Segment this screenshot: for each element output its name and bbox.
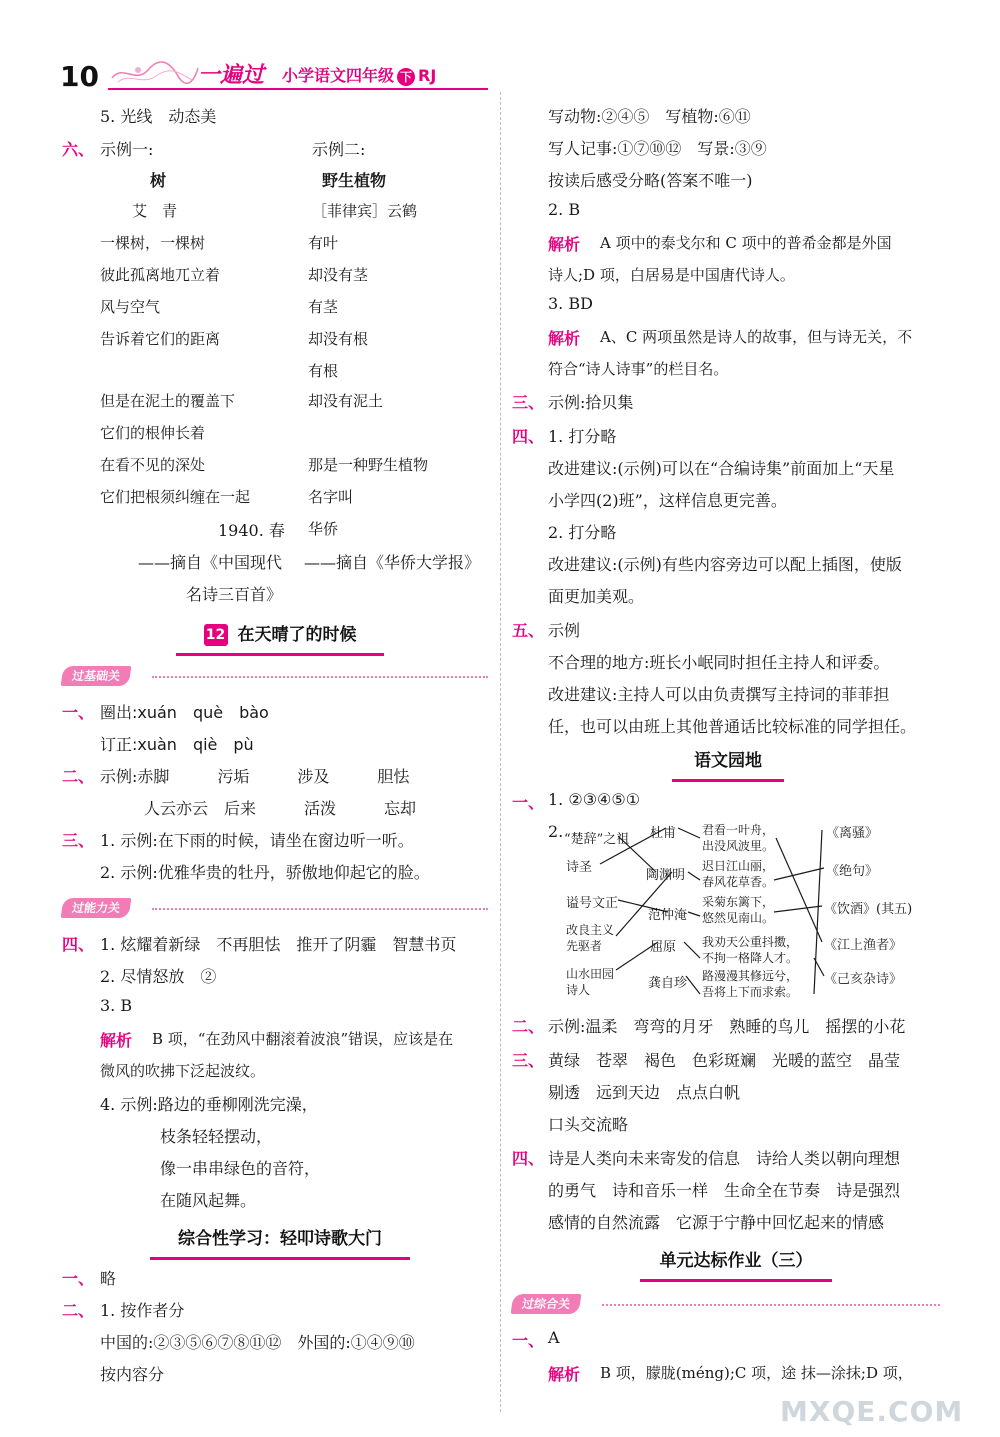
q2-line-1: 示例:赤脚 污垢 涉及 胆怯	[100, 767, 410, 786]
q4-line-7: 在随风起舞。	[160, 1191, 257, 1210]
y4-line-2: 的勇气 诗和音乐一样 生命全在节奏 诗是强烈	[548, 1181, 901, 1200]
q3-line-2: 2. 示例:优雅华贵的牡丹，骄傲地仰起它的脸。	[100, 863, 430, 882]
yuwen-garden-text: 语文园地	[694, 751, 762, 771]
watermark-text: MXQE.COM	[780, 1395, 964, 1428]
q3-number: 三、	[62, 831, 95, 850]
poem-1-line: 彼此孤离地兀立着	[100, 266, 221, 284]
q1-correct-answer: 订正:xuàn qiè pù	[100, 735, 254, 754]
poem-1-date: 1940. 春	[218, 521, 285, 540]
poem-2-source: ——摘自《华侨大学报》	[304, 553, 481, 572]
q4-line-4: 4. 示例:路边的垂柳刚洗完澡，	[100, 1095, 318, 1114]
y3-line-3: 口头交流略	[548, 1115, 629, 1134]
s4-line-6: 面更加美观。	[548, 587, 645, 606]
q4-line-3: 3. B	[100, 996, 133, 1015]
match-verse-2: 迟日江山丽， 春风花草香。	[702, 859, 775, 889]
poem-1-line: 它们把根须纠缠在一起	[100, 488, 251, 506]
grade-mark: 下	[397, 68, 415, 86]
y3-line-2: 剔透 远到天边 点点白帆	[548, 1083, 741, 1102]
y4-number: 四、	[512, 1149, 545, 1168]
z2-number: 二、	[62, 1301, 95, 1320]
s5-line-2: 不合理的地方:班长小岷同时担任主持人和评委。	[548, 653, 890, 672]
match-work-1: 《离骚》	[826, 826, 879, 841]
poem-2-line: 有叶	[308, 234, 339, 252]
s5-line-3: 改进建议:主持人可以由负责撰写主持词的菲菲担	[548, 685, 890, 704]
u1-answer: A	[548, 1328, 560, 1347]
z2-line-1: 1. 按作者分	[100, 1301, 185, 1320]
match-work-2: 《绝句》	[826, 864, 879, 879]
poem-1-source-cont: 名诗三百首》	[186, 585, 283, 604]
tag-basic	[62, 666, 488, 686]
q4-analysis-2: 微风的吹拂下泛起波纹。	[100, 1062, 266, 1080]
poem-2-line: 却没有根	[308, 330, 369, 348]
poem-2-author: ［菲律宾］云鹤	[312, 202, 418, 220]
y3-number: 三、	[512, 1051, 545, 1070]
z1-number: 一、	[62, 1269, 95, 1288]
right-line-1: 写动物:②④⑤ 写植物:⑥⑪	[548, 107, 751, 126]
title-underline	[672, 779, 784, 782]
q1-number: 一、	[62, 703, 95, 722]
lesson-12-title	[176, 618, 384, 652]
q2-line-2: 人云亦云 后来 活泼 忘却	[144, 799, 417, 818]
comprehensive-study-text: 综合性学习：轻叩诗歌大门	[178, 1229, 382, 1249]
q2-number: 二、	[62, 767, 95, 786]
poem-1-line: 告诉着它们的距离	[100, 330, 221, 348]
lesson-number-badge: 12	[204, 624, 228, 646]
u1-number: 一、	[512, 1331, 545, 1350]
y1-part-2-label: 2.	[548, 822, 564, 841]
match-work-4: 《江上渔者》	[824, 938, 903, 953]
tag-dotted-rule	[152, 908, 488, 910]
left-line-1: 5. 光线 动态美	[100, 107, 217, 126]
s5-line-4: 任，也可以由班上其他普通话比较标准的同学担任。	[548, 717, 917, 736]
unit-assignment-title	[640, 1244, 832, 1278]
right-analysis-2: 诗人;D 项，白居易是中国唐代诗人。	[548, 266, 795, 284]
q4-line-1: 1. 炫耀着新绿 不再胆怯 推开了阴霾 智慧书页	[100, 935, 457, 954]
match-work-3: 《饮酒》(其五)	[824, 902, 913, 917]
poem-1-line: 风与空气	[100, 298, 161, 316]
book-title	[282, 63, 436, 86]
poem-1-line: 在看不见的深处	[100, 456, 206, 474]
tag-ability-label: 过能力关	[61, 898, 132, 918]
y1-answer: 1. ②③④⑤①	[548, 790, 641, 809]
analysis-label: 解析	[548, 235, 581, 254]
right-line-3: 按读后感受分略(答案不唯一)	[548, 171, 753, 190]
title-underline	[640, 1279, 832, 1282]
poem-1-line: 但是在泥土的覆盖下	[100, 392, 236, 410]
match-poet-4: 屈原	[650, 940, 677, 955]
match-poet-2: 陶渊明	[646, 868, 686, 883]
tag-basic-label: 过基础关	[61, 666, 132, 686]
y1-number: 一、	[512, 793, 545, 812]
example-2-label: 示例二:	[312, 140, 366, 159]
poem-2-line: 却没有茎	[308, 266, 369, 284]
right-analysis-3: A、C 两项虽然是诗人的故事，但与诗无关，不	[600, 328, 913, 346]
title-underline	[176, 653, 384, 656]
match-verse-1: 君看一叶舟， 出没风波里。	[702, 823, 775, 853]
match-left-1: “楚辞”之祖	[564, 832, 630, 847]
u1-analysis: B 项，朦胧(méng);C 项，途 抹—涂抹;D 项，	[600, 1364, 913, 1382]
q4-number: 四、	[62, 935, 95, 954]
example-1-label: 示例一:	[100, 140, 154, 159]
s5-number: 五、	[512, 621, 545, 640]
tag-dotted-rule	[152, 676, 488, 678]
section-6-number: 六、	[62, 140, 95, 159]
right-analysis-1: A 项中的泰戈尔和 C 项中的普希金都是外国	[600, 234, 892, 252]
match-verse-4: 我劝天公重抖擞， 不拘一格降人才。	[702, 935, 799, 965]
match-left-3: 谥号文正	[566, 896, 619, 911]
column-divider	[500, 92, 501, 1412]
s4-line-5: 改进建议:(示例)有些内容旁边可以配上插图，使版	[548, 555, 902, 574]
poem-2-line: 名字叫	[308, 488, 354, 506]
analysis-label: 解析	[548, 329, 581, 348]
s3-number: 三、	[512, 393, 545, 412]
poem-2-line: 那是一种野生植物	[308, 456, 429, 474]
right-line-7: 3. BD	[548, 294, 593, 313]
match-left-4: 改良主义 先驱者	[566, 923, 615, 953]
poem-2-title: 野生植物	[322, 171, 387, 190]
match-poet-1: 杜甫	[650, 826, 677, 841]
s5-line-1: 示例	[548, 621, 581, 640]
comprehensive-study-title	[150, 1222, 410, 1256]
y2-number: 二、	[512, 1017, 545, 1036]
q4-analysis-1: B 项，“在劲风中翻滚着波浪”错误，应该是在	[152, 1030, 454, 1048]
z2-line-2: 中国的:②③⑤⑥⑦⑧⑪⑫ 外国的:①④⑨⑩	[100, 1333, 415, 1352]
title-underline	[150, 1257, 410, 1260]
poem-2-line: 有茎	[308, 298, 339, 316]
matching-diagram	[560, 818, 940, 1014]
tag-pass	[512, 1294, 940, 1314]
right-line-4: 2. B	[548, 200, 581, 219]
s4-line-1: 1. 打分略	[548, 427, 617, 446]
s4-line-4: 2. 打分略	[548, 523, 617, 542]
header-rule	[108, 88, 488, 90]
analysis-label: 解析	[548, 1365, 581, 1384]
analysis-label: 解析	[100, 1031, 133, 1050]
match-verse-5: 路漫漫其修远兮， 吾将上下而求索。	[702, 969, 799, 999]
s3-answer: 示例:拾贝集	[548, 393, 634, 412]
tag-ability	[62, 898, 488, 918]
poem-1-title: 树	[150, 171, 167, 190]
poem-1-line: 它们的根伸长着	[100, 424, 206, 442]
z1-answer: 略	[100, 1269, 117, 1288]
page-number: 10	[60, 60, 99, 93]
s4-number: 四、	[512, 427, 545, 446]
right-line-2: 写人记事:①⑦⑩⑫ 写景:③⑨	[548, 139, 767, 158]
unit-assignment-text: 单元达标作业（三）	[659, 1251, 813, 1271]
tag-pass-label: 过综合关	[511, 1294, 582, 1314]
lesson-title-text: 在天晴了的时候	[237, 625, 357, 645]
poem-2-line: 却没有泥土	[308, 392, 384, 410]
right-analysis-4: 符合“诗人诗事”的栏目名。	[548, 360, 729, 378]
match-left-5: 山水田园 诗人	[566, 967, 615, 997]
poem-2-line: 华侨	[308, 520, 339, 538]
match-work-5: 《己亥杂诗》	[824, 972, 903, 987]
y4-line-1: 诗是人类向未来寄发的信息 诗给人类以朝向理想	[548, 1149, 901, 1168]
decorative-flourish-icon	[108, 58, 200, 88]
match-poet-3: 范仲淹	[648, 908, 688, 923]
q4-line-5: 枝条轻轻摆动，	[160, 1127, 273, 1146]
q4-line-2: 2. 尽情怒放 ②	[100, 967, 217, 986]
y2-answer: 示例:温柔 弯弯的月牙 熟睡的鸟儿 摇摆的小花	[548, 1017, 906, 1036]
y3-line-1: 黄绿 苍翠 褐色 色彩斑斓 光暖的蓝空 晶莹	[548, 1051, 901, 1070]
q1-circle-answer: 圈出:xuán què bào	[100, 703, 269, 722]
s4-line-3: 小学四(2)班”，这样信息更完善。	[548, 491, 787, 510]
book-subject: 小学语文四年级	[282, 66, 395, 85]
q3-line-1: 1. 示例:在下雨的时候，请坐在窗边听一听。	[100, 831, 414, 850]
brand-name: 一遍过	[198, 63, 265, 88]
y4-line-3: 感情的自然流露 它源于宁静中回忆起来的情感	[548, 1213, 885, 1232]
poem-1-source: ——摘自《中国现代	[138, 553, 283, 572]
yuwen-garden-title	[672, 744, 784, 778]
z2-line-3: 按内容分	[100, 1365, 165, 1384]
tag-dotted-rule	[602, 1304, 940, 1306]
match-verse-3: 采菊东篱下， 悠然见南山。	[702, 895, 775, 925]
poem-1-line: 一棵树，一棵树	[100, 234, 206, 252]
q4-line-6: 像一串串绿色的音符，	[160, 1159, 321, 1178]
poem-1-author: 艾 青	[132, 202, 178, 220]
match-poet-5: 龚自珍	[648, 976, 688, 991]
match-left-2: 诗圣	[566, 860, 593, 875]
s4-line-2: 改进建议:(示例)可以在“合编诗集”前面加上“天星	[548, 459, 895, 478]
edition-mark: RJ	[418, 66, 437, 85]
poem-2-line: 有根	[308, 362, 339, 380]
